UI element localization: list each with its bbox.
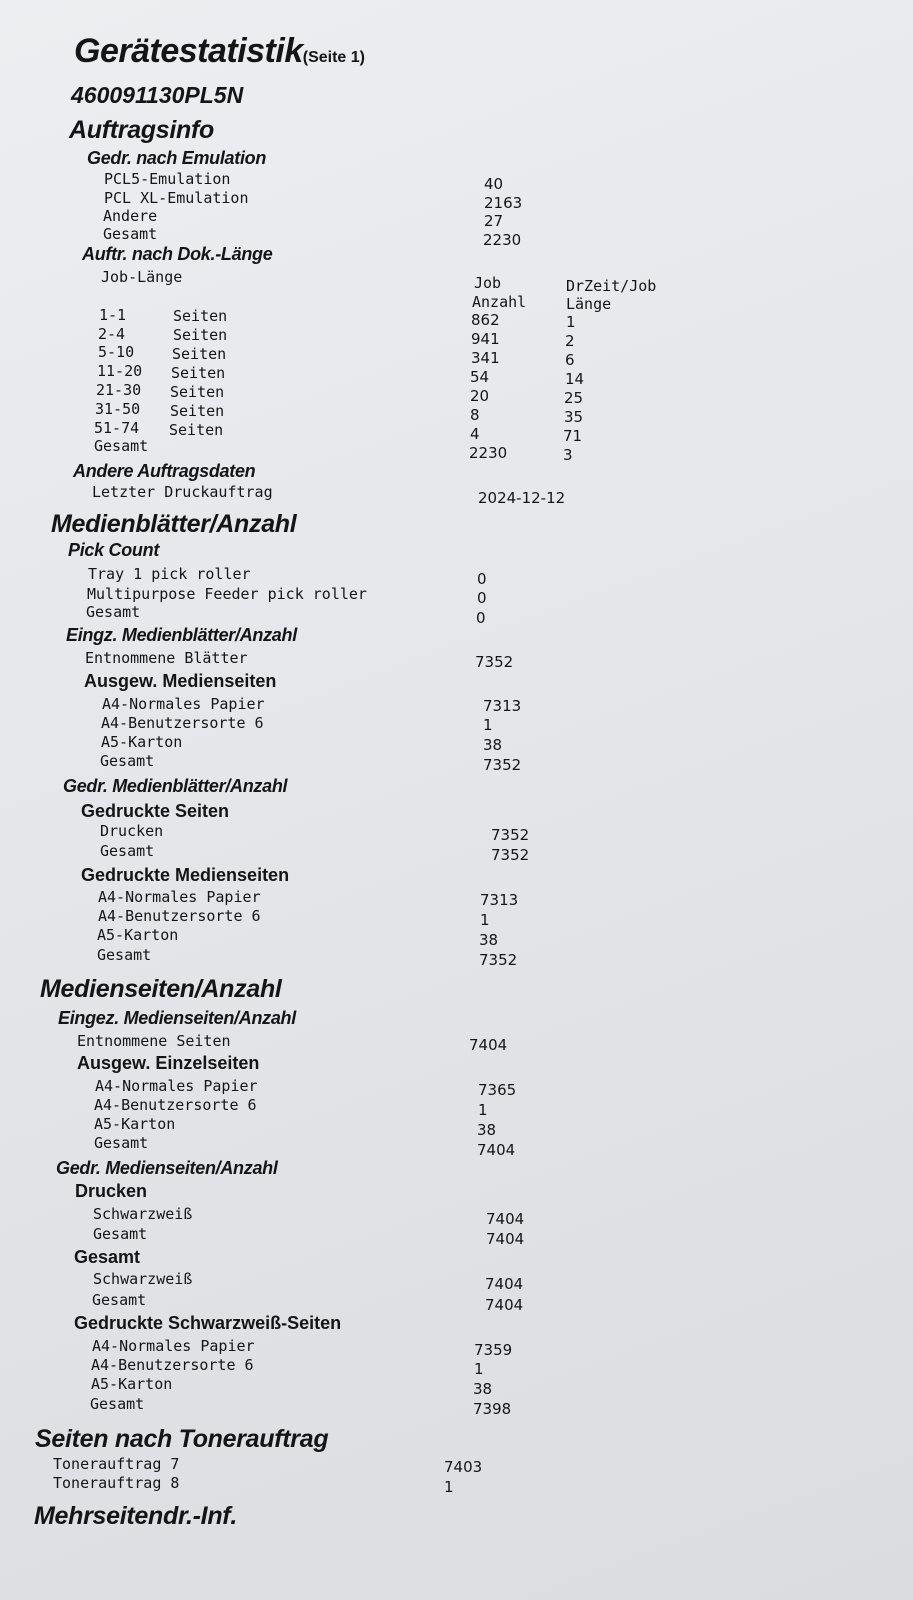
range-cell: 1-1 — [99, 306, 127, 324]
time-cell: 14 — [565, 370, 585, 388]
row-label: Tonerauftrag 8 — [53, 1474, 180, 1492]
row-label: A4-Normales Papier — [98, 888, 261, 906]
time-cell: 1 — [566, 313, 576, 331]
title-suffix: (Seite 1) — [302, 49, 365, 66]
unit-cell: Seiten — [173, 326, 228, 344]
total-time: 3 — [563, 446, 573, 464]
time-cell: 2 — [565, 332, 575, 350]
row-label: Gesamt — [92, 1291, 147, 1309]
row-label: A5-Karton — [91, 1375, 173, 1393]
row-value: 2230 — [483, 231, 522, 249]
col-header: Länge — [566, 295, 612, 313]
count-cell: 20 — [470, 387, 490, 405]
row-value: 7359 — [474, 1341, 513, 1359]
unit-cell: Seiten — [172, 345, 227, 363]
section-medienblaetter: Medienblätter/Anzahl — [51, 510, 297, 538]
row-value: 2163 — [484, 194, 523, 212]
row-label: Gesamt — [100, 842, 155, 860]
row-value: 38 — [473, 1380, 493, 1398]
row-value: 7352 — [475, 653, 514, 671]
row-value: 1 — [474, 1360, 484, 1378]
eingz-heading: Eingz. Medienblätter/Anzahl — [66, 625, 297, 645]
row-value: 7398 — [473, 1400, 512, 1418]
row-label: Gesamt — [90, 1395, 145, 1413]
row-value: 7403 — [444, 1458, 483, 1476]
time-cell: 71 — [563, 427, 583, 445]
title-text: Gerätestatistik — [74, 32, 303, 70]
range-cell: 31-50 — [95, 400, 141, 418]
count-cell: 862 — [471, 311, 500, 329]
eingez-heading: Eingez. Medienseiten/Anzahl — [58, 1008, 296, 1028]
gesamt-heading: Gesamt — [74, 1247, 141, 1267]
row-value: 7404 — [477, 1141, 516, 1159]
serial-number: 460091130PL5N — [71, 82, 244, 108]
col-header: Job-Länge — [101, 268, 183, 286]
row-label: A4-Benutzersorte 6 — [91, 1356, 254, 1374]
row-value: 7352 — [483, 756, 522, 774]
col-header: Anzahl — [472, 293, 527, 311]
gedruckte-seiten-heading: Gedruckte Seiten — [81, 801, 230, 821]
gedruckte-medienseiten-heading: Gedruckte Medienseiten — [81, 865, 290, 885]
ausgew-heading: Ausgew. Medienseiten — [84, 671, 277, 691]
row-label: Tonerauftrag 7 — [53, 1455, 180, 1473]
time-cell: 35 — [564, 408, 584, 426]
section-mehrseiten: Mehrseitendr.-Inf. — [34, 1502, 237, 1530]
row-value: 40 — [484, 175, 504, 193]
section-medienseiten: Medienseiten/Anzahl — [40, 975, 282, 1003]
row-label: Gesamt — [97, 946, 152, 964]
row-label: A5-Karton — [94, 1115, 176, 1133]
row-label: Entnommene Blätter — [85, 649, 248, 667]
unit-cell: Seiten — [171, 364, 226, 382]
row-label: Schwarzweiß — [93, 1205, 193, 1223]
col-header: DrZeit/Job — [566, 277, 657, 295]
row-label: A4-Benutzersorte 6 — [101, 714, 264, 732]
unit-cell: Seiten — [170, 402, 225, 420]
range-cell: 5-10 — [98, 343, 135, 361]
gedr-medienseiten-heading: Gedr. Medienseiten/Anzahl — [56, 1158, 278, 1178]
count-cell: 54 — [470, 368, 490, 386]
row-value: 7404 — [485, 1275, 524, 1293]
row-value: 7352 — [479, 951, 518, 969]
row-label: A4-Normales Papier — [92, 1337, 255, 1355]
unit-cell: Seiten — [173, 307, 228, 325]
row-label: PCL5-Emulation — [104, 170, 231, 188]
row-value: 7313 — [480, 891, 519, 909]
row-label: Tray 1 pick roller — [88, 565, 251, 583]
row-label: Gesamt — [103, 225, 158, 243]
row-label: Multipurpose Feeder pick roller — [87, 585, 367, 603]
row-label: A4-Benutzersorte 6 — [94, 1096, 257, 1114]
row-label: A4-Normales Papier — [95, 1077, 258, 1095]
row-value: 1 — [480, 911, 490, 929]
row-value: 0 — [477, 589, 487, 607]
pick-heading: Pick Count — [68, 540, 160, 560]
row-label: Andere — [103, 207, 158, 225]
range-cell: 21-30 — [96, 381, 142, 399]
row-value: 7404 — [486, 1210, 525, 1228]
row-value: 1 — [483, 716, 493, 734]
row-value: 7404 — [485, 1296, 524, 1314]
total-label: Gesamt — [94, 437, 149, 455]
row-label: Drucken — [100, 822, 164, 840]
emulation-heading: Gedr. nach Emulation — [87, 148, 267, 168]
count-cell: 4 — [470, 425, 480, 443]
andere-heading: Andere Auftragsdaten — [73, 461, 256, 481]
row-value: 1 — [444, 1478, 454, 1496]
gedruckte-sw-seiten-heading: Gedruckte Schwarzweiß-Seiten — [74, 1313, 342, 1333]
row-value: 1 — [478, 1101, 488, 1119]
row-label: Gesamt — [93, 1225, 148, 1243]
row-value: 2024-12-12 — [478, 489, 566, 507]
row-value: 27 — [484, 212, 504, 230]
row-label: Schwarzweiß — [93, 1270, 193, 1288]
row-value: 7352 — [491, 826, 530, 844]
row-value: 7404 — [486, 1230, 525, 1248]
row-value: 0 — [476, 609, 486, 627]
row-label: A4-Normales Papier — [102, 695, 265, 713]
row-label: A5-Karton — [101, 733, 183, 751]
row-value: 38 — [477, 1121, 497, 1139]
row-value: 0 — [477, 570, 487, 588]
time-cell: 6 — [565, 351, 575, 369]
section-auftragsinfo: Auftragsinfo — [69, 116, 214, 144]
gedr-medienblaetter-heading: Gedr. Medienblätter/Anzahl — [63, 776, 288, 796]
row-label: Gesamt — [100, 752, 155, 770]
row-label: Gesamt — [94, 1134, 149, 1152]
row-value: 7404 — [469, 1036, 508, 1054]
row-value: 7352 — [491, 846, 530, 864]
row-label: Letzter Druckauftrag — [92, 483, 273, 501]
time-cell: 25 — [564, 389, 584, 407]
range-cell: 11-20 — [97, 362, 143, 380]
row-label: PCL XL-Emulation — [104, 189, 249, 207]
row-label: A5-Karton — [97, 926, 179, 944]
row-label: Entnommene Seiten — [77, 1032, 231, 1050]
section-toner: Seiten nach Tonerauftrag — [35, 1425, 329, 1453]
count-cell: 941 — [471, 330, 500, 348]
row-value: 7313 — [483, 697, 522, 715]
count-cell: 341 — [471, 349, 500, 367]
ausgew-einzelseiten-heading: Ausgew. Einzelseiten — [77, 1053, 260, 1073]
row-label: Gesamt — [86, 603, 141, 621]
col-header: Job — [474, 274, 502, 292]
drucken-heading: Drucken — [75, 1181, 148, 1201]
unit-cell: Seiten — [170, 383, 225, 401]
row-value: 38 — [479, 931, 499, 949]
row-value: 7365 — [478, 1081, 517, 1099]
row-value: 38 — [483, 736, 503, 754]
page-title — [74, 32, 365, 71]
range-cell: 51-74 — [94, 419, 140, 437]
doklaenge-heading: Auftr. nach Dok.-Länge — [82, 244, 273, 264]
range-cell: 2-4 — [98, 325, 126, 343]
row-label: A4-Benutzersorte 6 — [98, 907, 261, 925]
total-count: 2230 — [469, 444, 508, 462]
unit-cell: Seiten — [169, 421, 224, 439]
count-cell: 8 — [470, 406, 480, 424]
